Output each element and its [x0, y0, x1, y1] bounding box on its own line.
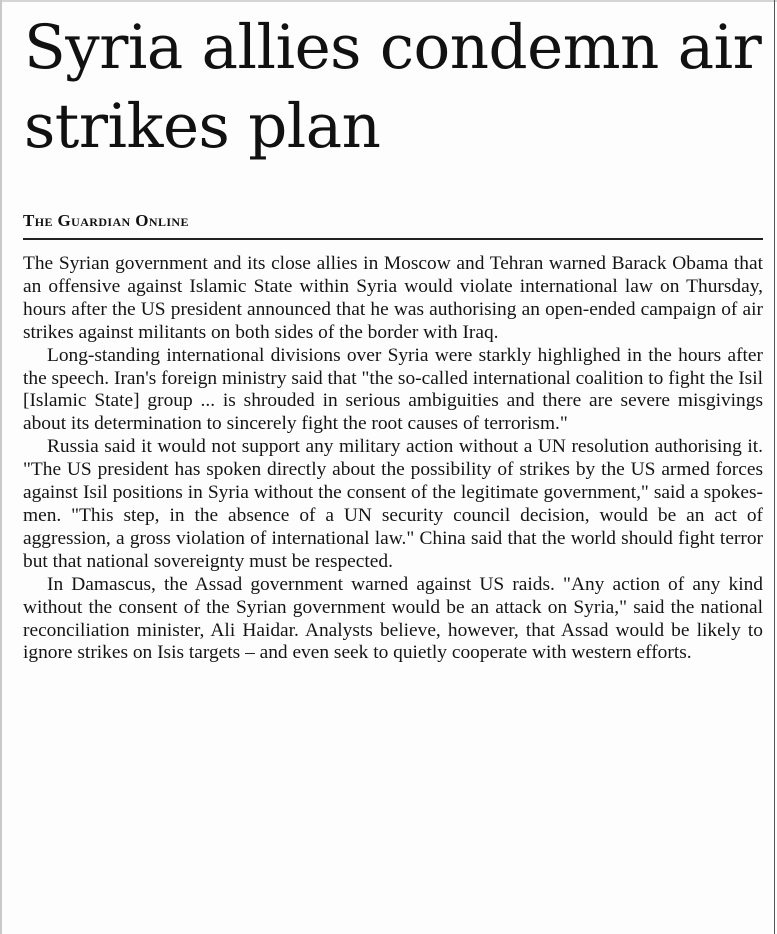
byline-rule [23, 238, 763, 240]
paragraph-1: The Syrian government and its close allies in Moscow and Tehran warned Barack Obama that an offensive against Islamic State within Syria would violate international law on Thursday, hours after the US president announced that he was authorising an open-ended campaign of air strikes against militants on both sides of the border with Iraq. [23, 253, 763, 343]
paragraph-3: Russia said it would not support any military action without a UN resolution authorising it. "The US president has spoken directly about the possibility of strikes by the US armed forces against Isil positions in Syria without the consent of the legitimate government," said a spokesmen. "This step, in the absence of a UN security council decision, would be an act of aggression, a gross violation of international law." China said that the world should fight terror but that national sovereignty must be respected. [23, 436, 763, 572]
article-body [23, 253, 763, 665]
byline: The Guardian Online [23, 211, 189, 230]
left-edge [0, 0, 2, 934]
right-edge-line [774, 0, 775, 934]
paragraph-4: In Damascus, the Assad government warned against US raids. "Any action of any kind without the consent of the Syrian government would be an attack on Syria," said the national reconciliation minister, Ali Haidar. Analysts believe, however, that Assad would be likely to ignore strikes on Isis targets – and even seek to quietly cooperate with western efforts. [23, 573, 763, 664]
headline: Syria allies condemn air strikes plan [24, 12, 762, 162]
paragraph-2: Long-standing international divisions over Syria were starkly highlighed in the hours after the speech. Iran's foreign ministry said that "the so-called international coalition to fight the Isil [Islamic State] group ... is shrouded in serious ambiguities and there are severe misgivings about its determination to sincerely fight the root causes of terrorism." [23, 344, 763, 435]
top-edge [0, 0, 777, 2]
